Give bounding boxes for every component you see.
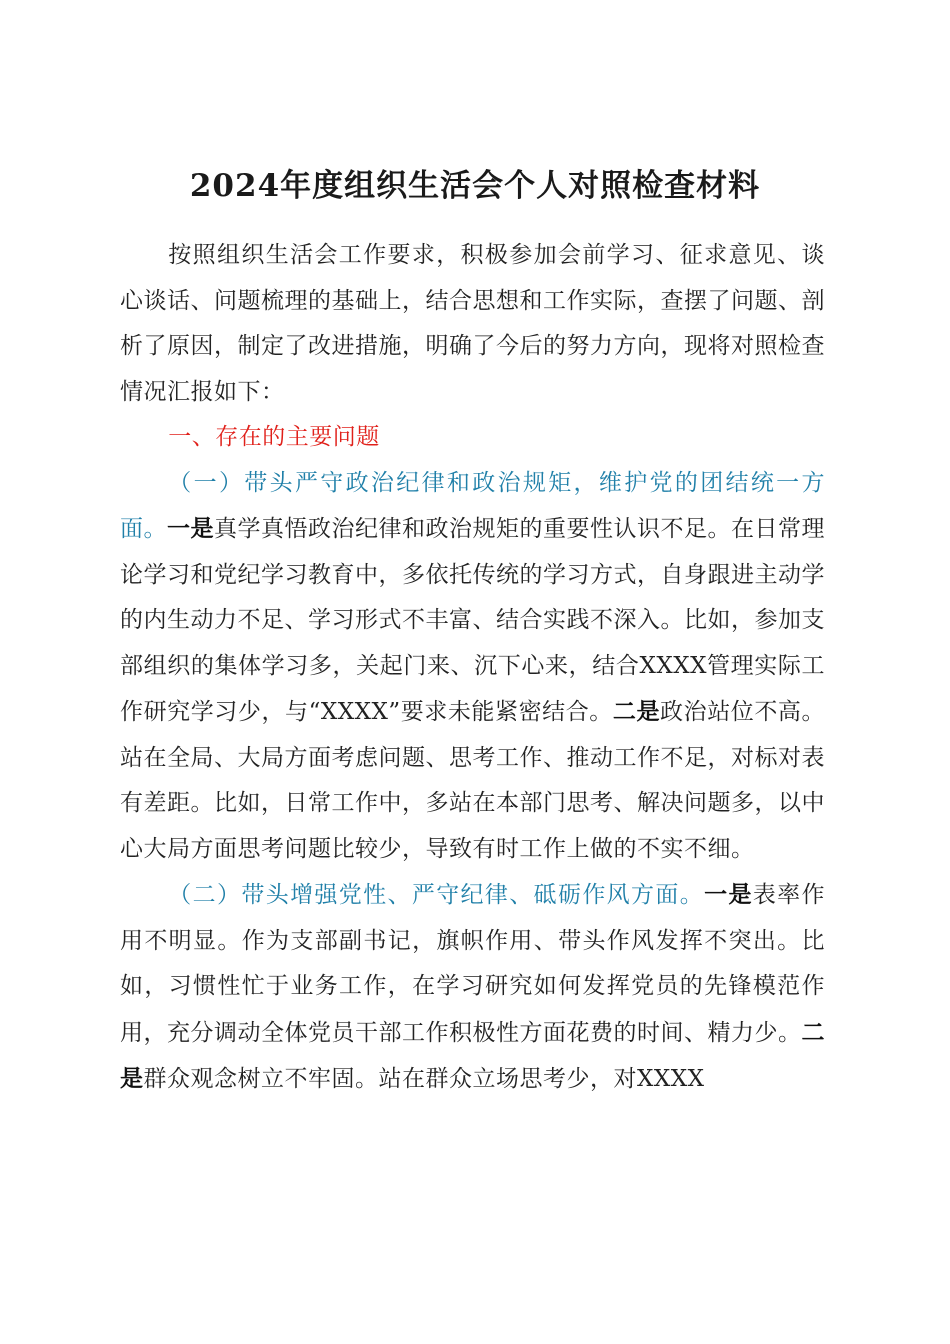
subsection-1-lead-2: 二是 <box>612 698 661 725</box>
subsection-1-lead-1: 一是 <box>167 515 214 542</box>
subsection-2-paragraph <box>120 872 825 1103</box>
document-body <box>120 233 825 1103</box>
subsection-2-lead-2: 二是 <box>120 1018 825 1092</box>
subsection-2-lead-1: 一是 <box>704 881 753 908</box>
subsection-1-heading: （一）带头严守政治纪律和政治规矩，维护党的团结统一方面。 <box>120 469 825 542</box>
intro-paragraph: 按照组织生活会工作要求，积极参加会前学习、征求意见、谈心谈话、问题梳理的基础上，结合思想和工作实际，查摆了问题、剖析了原因，制定了改进措施，明确了今后的努力方向，现将对照检查情况汇报如下： <box>120 242 825 405</box>
section-heading-main-problems: 一、存在的主要问题 <box>168 424 380 450</box>
subsection-1-paragraph <box>120 461 825 873</box>
subsection-2-text-2: 群众观念树立不牢固。站在群众立场思考少，对XXXX <box>143 1066 705 1092</box>
subsection-1-text-2: 政治站位不高。站在全局、大局方面考虑问题、思考工作、推动工作不足，对标对表有差距。比如，日常工作中，多站在本部门思考、解决问题多，以中心大局方面思考问题比较少，导致有时工作上做的不实不细。 <box>120 699 826 862</box>
subsection-1-text-1: 真学真悟政治纪律和政治规矩的重要性认识不足。在日常理论学习和党纪学习教育中，多依托传统的学习方式，自身跟进主动学的内生动力不足、学习形式不丰富、结合实践不深入。比如，参加支部组织的集体学习多，关起门来、沉下心来，结合XXXX管理实际工作研究学习少，与“XXXX”要求未能紧密结合。 <box>120 516 825 725</box>
document-title: 2024年度组织生活会个人对照检查材料 <box>189 168 761 204</box>
subsection-2-text-1: 表率作用不明显。作为支部副书记，旗帜作用、带头作风发挥不突出。比如，习惯性忙于业务工作，在学习研究如何发挥党员的先锋模范作用，充分调动全体党员干部工作积极性方面花费的时间、精力少。 <box>120 882 826 1046</box>
subsection-2-heading: （二）带头增强党性、严守纪律、砥砺作风方面。 <box>168 882 705 908</box>
